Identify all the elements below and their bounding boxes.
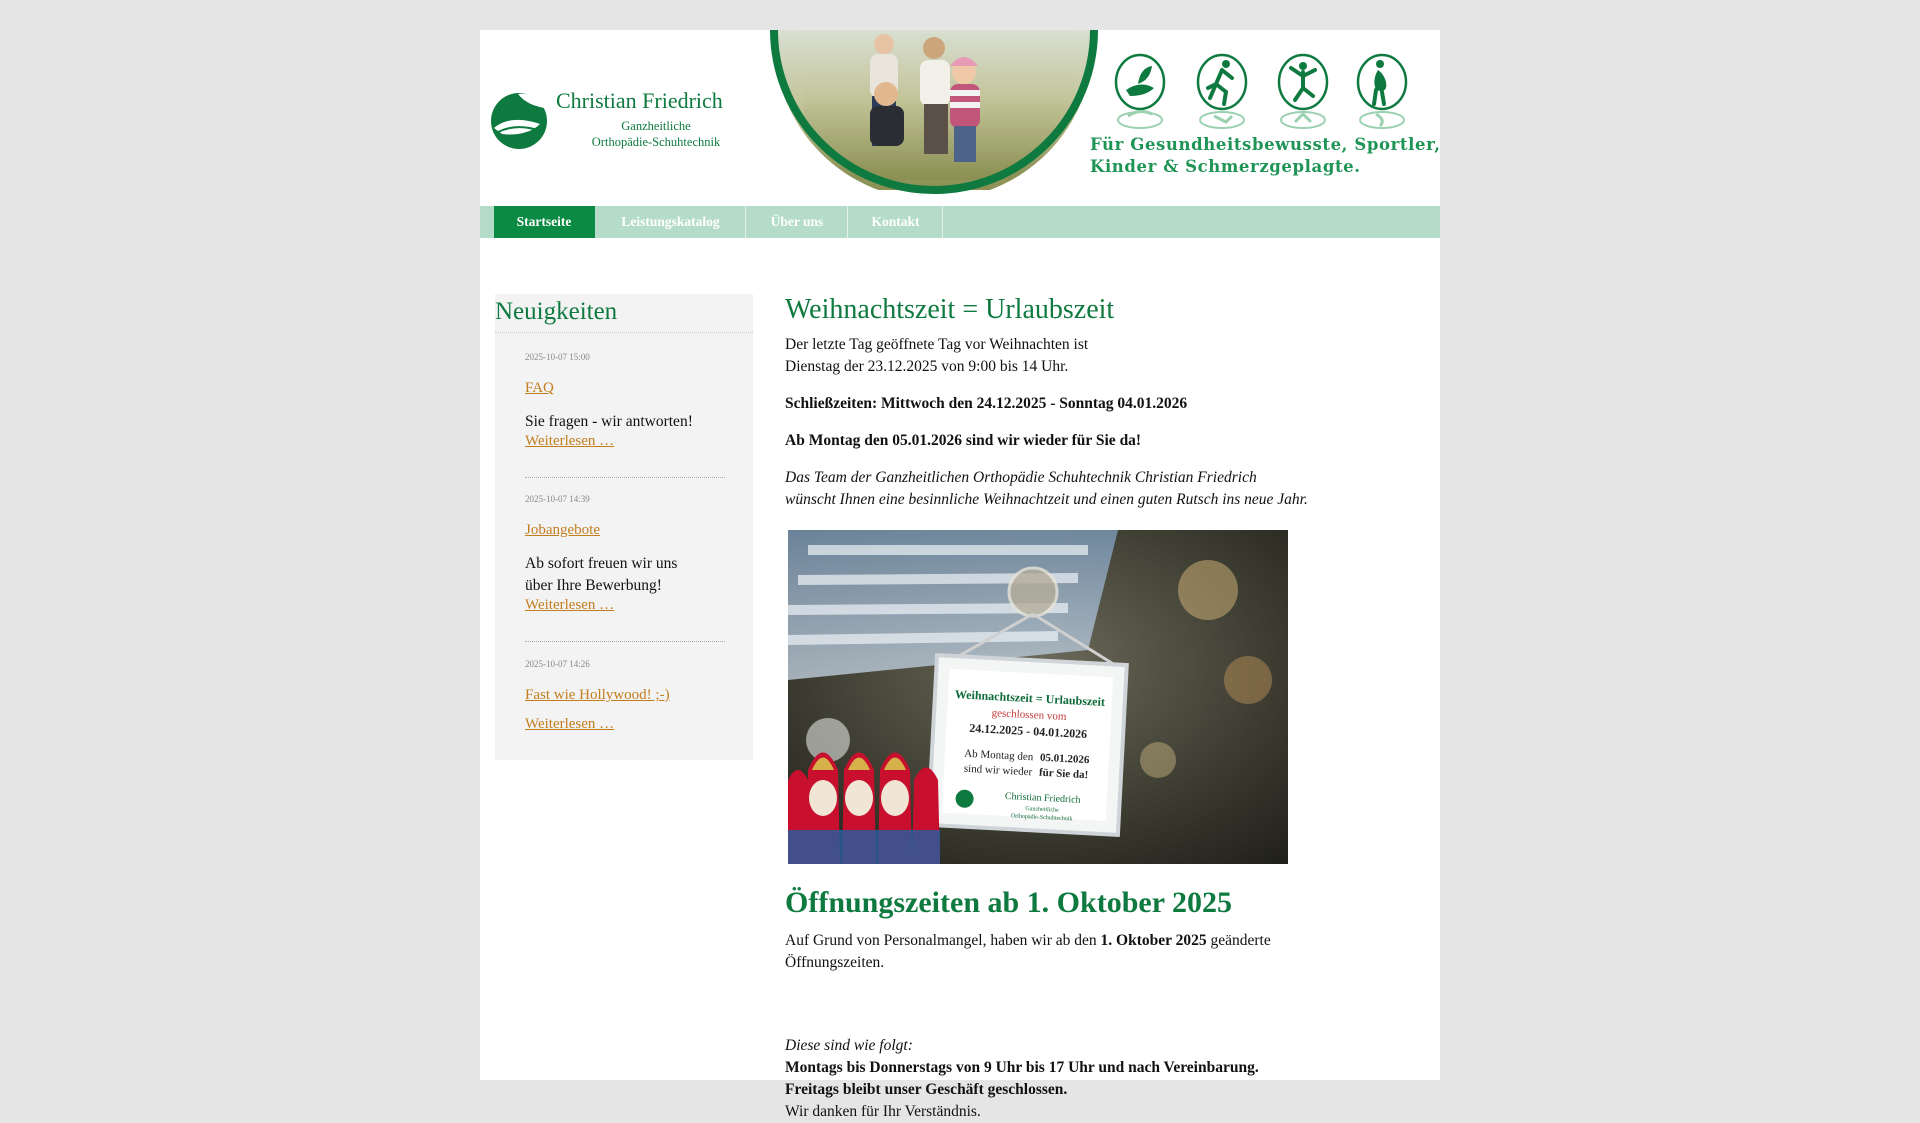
sidebar-title-divider bbox=[495, 332, 753, 333]
sign-line5-a: sind wir wieder bbox=[963, 762, 1033, 779]
season-greeting bbox=[785, 467, 1308, 511]
holiday-sign-photo bbox=[788, 530, 1288, 864]
sign-line1: Weihnachtszeit = Urlaubszeit bbox=[954, 687, 1106, 709]
news-divider bbox=[525, 477, 725, 478]
hero-family-image bbox=[774, 30, 1094, 190]
article-title: Weihnachtszeit = Urlaubszeit bbox=[785, 294, 1115, 325]
tagline-line1: Für Gesundheitsbewusste, Sportler, bbox=[1090, 135, 1441, 154]
paragraph-line: Dienstag der 23.12.2025 von 9:00 bis 14 Uhr. bbox=[785, 358, 1069, 375]
nav-item-startseite[interactable]: Startseite bbox=[494, 206, 595, 238]
hours-friday: Freitags bleibt unser Geschäft geschlossen. bbox=[785, 1081, 1068, 1098]
page bbox=[480, 30, 1441, 1120]
intro-text-a: Auf Grund von Personalmangel, haben wir ab den bbox=[785, 932, 1101, 949]
news-date: 2025-10-07 14:39 bbox=[525, 494, 590, 504]
nav-item-leistungskatalog[interactable]: Leistungskatalog bbox=[596, 206, 746, 238]
news-divider bbox=[525, 641, 725, 642]
nav-item-ueber-uns[interactable]: Über uns bbox=[747, 206, 848, 238]
sign-line2: geschlossen vom bbox=[991, 707, 1067, 723]
brand-subtitle bbox=[556, 118, 756, 150]
news-sidebar bbox=[495, 294, 753, 760]
news-title-link[interactable]: FAQ bbox=[525, 380, 554, 396]
tagline bbox=[1090, 134, 1441, 178]
news-title-link[interactable]: Fast wie Hollywood! ;-) bbox=[525, 687, 670, 703]
hours-lead: Diese sind wie folgt: bbox=[785, 1037, 913, 1054]
sign-brand-sub2: Orthopädie-Schuhtechnik bbox=[1010, 813, 1073, 823]
intro-text-c: geänderte bbox=[1206, 932, 1271, 949]
news-date: 2025-10-07 14:26 bbox=[525, 659, 590, 669]
reopening-note: Ab Montag den 05.01.2026 sind wir wieder für Sie da! bbox=[785, 432, 1142, 449]
paragraph-last-day bbox=[785, 334, 1088, 378]
news-teaser-line1: Ab sofort freuen wir uns bbox=[525, 555, 678, 572]
header bbox=[480, 30, 1440, 206]
brand-subtitle-line2: Orthopädie-Schuhtechnik bbox=[591, 135, 721, 149]
paragraph-line bbox=[785, 930, 1271, 952]
news-teaser-line2: über Ihre Bewerbung! bbox=[525, 577, 662, 594]
news-teaser: Sie fragen - wir antworten! bbox=[525, 413, 693, 430]
sign-line4-a: Ab Montag den bbox=[963, 747, 1034, 764]
opening-hours-intro bbox=[785, 930, 1271, 974]
news-title-link[interactable]: Jobangebote bbox=[525, 522, 600, 538]
news-teaser bbox=[525, 553, 725, 597]
brand-subtitle-line1: Ganzheitliche bbox=[621, 119, 691, 133]
sign-brand-sub1: Ganzheitliche bbox=[1025, 805, 1059, 814]
closing-times: Schließzeiten: Mittwoch den 24.12.2025 - Sonntag 04.01.2026 bbox=[785, 395, 1188, 412]
sidebar-title: Neuigkeiten bbox=[495, 298, 618, 325]
paragraph-line: Der letzte Tag geöffnete Tag vor Weihnachten ist bbox=[785, 336, 1089, 353]
tagline-line2: Kinder & Schmerzgeplagte. bbox=[1090, 157, 1361, 176]
sign-line5-b: für Sie da! bbox=[1038, 766, 1089, 782]
read-more-link[interactable]: Weiterlesen … bbox=[525, 597, 615, 613]
paragraph-line: wünscht Ihnen eine besinnliche Weihnachtzeit und einen guten Rutsch ins neue Jahr. bbox=[785, 491, 1308, 508]
read-more-link[interactable]: Weiterlesen … bbox=[525, 716, 615, 732]
thanks-note: Wir danken für Ihr Verständnis. bbox=[785, 1103, 981, 1120]
sign-brand: Christian Friedrich bbox=[1004, 790, 1081, 806]
intro-date: 1. Oktober 2025 bbox=[1100, 932, 1207, 949]
brand-logo-icon[interactable] bbox=[488, 88, 550, 150]
brand-name[interactable]: Christian Friedrich bbox=[556, 88, 723, 113]
news-item bbox=[525, 494, 725, 614]
news-date: 2025-10-07 15:00 bbox=[525, 352, 590, 362]
sign-line4-b: 05.01.2026 bbox=[1039, 751, 1090, 767]
nav-item-kontakt[interactable]: Kontakt bbox=[849, 206, 943, 238]
main-navigation bbox=[480, 206, 1440, 238]
sign-line3: 24.12.2025 - 04.01.2026 bbox=[968, 720, 1088, 742]
opening-hours-title: Öffnungszeiten ab 1. Oktober 2025 bbox=[785, 886, 1232, 919]
news-item bbox=[525, 352, 725, 450]
news-item bbox=[525, 659, 725, 733]
read-more-link[interactable]: Weiterlesen … bbox=[525, 433, 615, 449]
paragraph-line: Öffnungszeiten. bbox=[785, 954, 885, 971]
hours-mon-thu: Montags bis Donnerstags von 9 Uhr bis 17 Uhr und nach Vereinbarung. bbox=[785, 1059, 1259, 1076]
paragraph-line: Das Team der Ganzheitlichen Orthopädie Schuhtechnik Christian Friedrich bbox=[785, 469, 1257, 486]
